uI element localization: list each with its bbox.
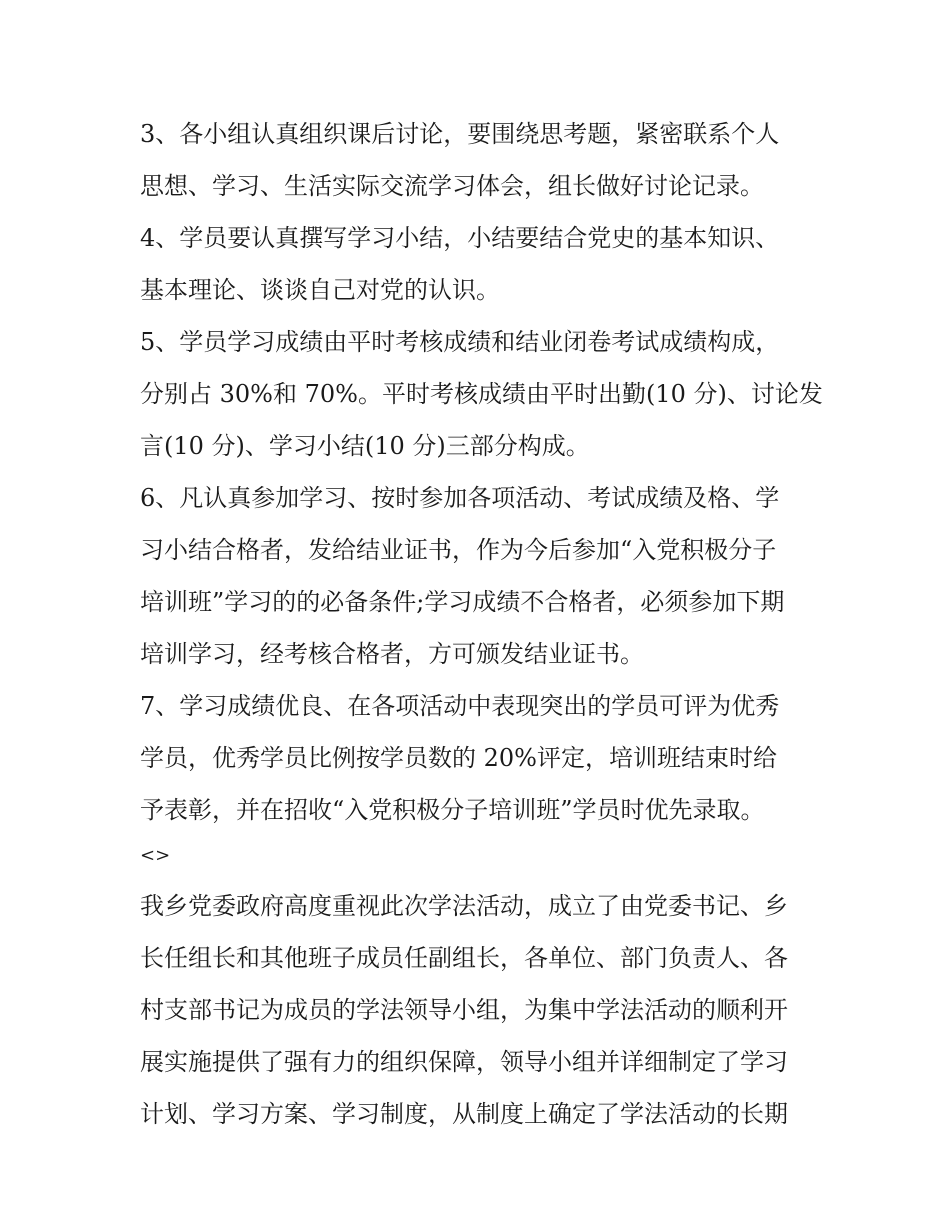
text-line: 计划、学习方案、学习制度，从制度上确定了学法活动的长期 [140,1100,788,1128]
text-line: 3、各小组认真组织课后讨论，要围绕思考题，紧密联系个人 [140,120,780,148]
text-line: 村支部书记为成员的学法领导小组，为集中学法活动的顺利开 [140,996,788,1024]
text-line: 言(10 分)、学习小结(10 分)三部分构成。 [140,432,590,460]
text-line: 予表彰，并在招收“入党积极分子培训班”学员时优先录取。 [140,796,765,824]
body-text [140,108,830,1140]
text-line: 长任组长和其他班子成员任副组长，各单位、部门负责人、各 [140,944,788,972]
text-line: 展实施提供了强有力的组织保障，领导小组并详细制定了学习 [140,1048,788,1076]
text-line: 基本理论、谈谈自己对党的认识。 [140,276,500,304]
text-line: 5、学员学习成绩由平时考核成绩和结业闭卷考试成绩构成， [140,328,780,356]
text-line: 6、凡认真参加学习、按时参加各项活动、考试成绩及格、学 [140,484,780,512]
text-line: 习小结合格者，发给结业证书，作为今后参加“入党积极分子 [140,536,777,564]
text-line: 分别占 30%和 70%。平时考核成绩由平时出勤(10 分)、讨论发 [140,380,823,408]
text-line: 思想、学习、生活实际交流学习体会，组长做好讨论记录。 [140,172,764,200]
text-line: 7、学习成绩优良、在各项活动中表现突出的学员可评为优秀 [140,692,780,720]
section-separator: <> [140,845,171,866]
text-line: 4、学员要认真撰写学习小结，小结要结合党史的基本知识、 [140,224,780,252]
text-line: 学员，优秀学员比例按学员数的 20%评定，培训班结束时给 [140,744,777,772]
text-line: 培训班”学习的的必备条件;学习成绩不合格者，必须参加下期 [140,588,785,616]
text-line: 培训学习，经考核合格者，方可颁发结业证书。 [140,640,644,668]
text-line: 我乡党委政府高度重视此次学法活动，成立了由党委书记、乡 [140,892,788,920]
